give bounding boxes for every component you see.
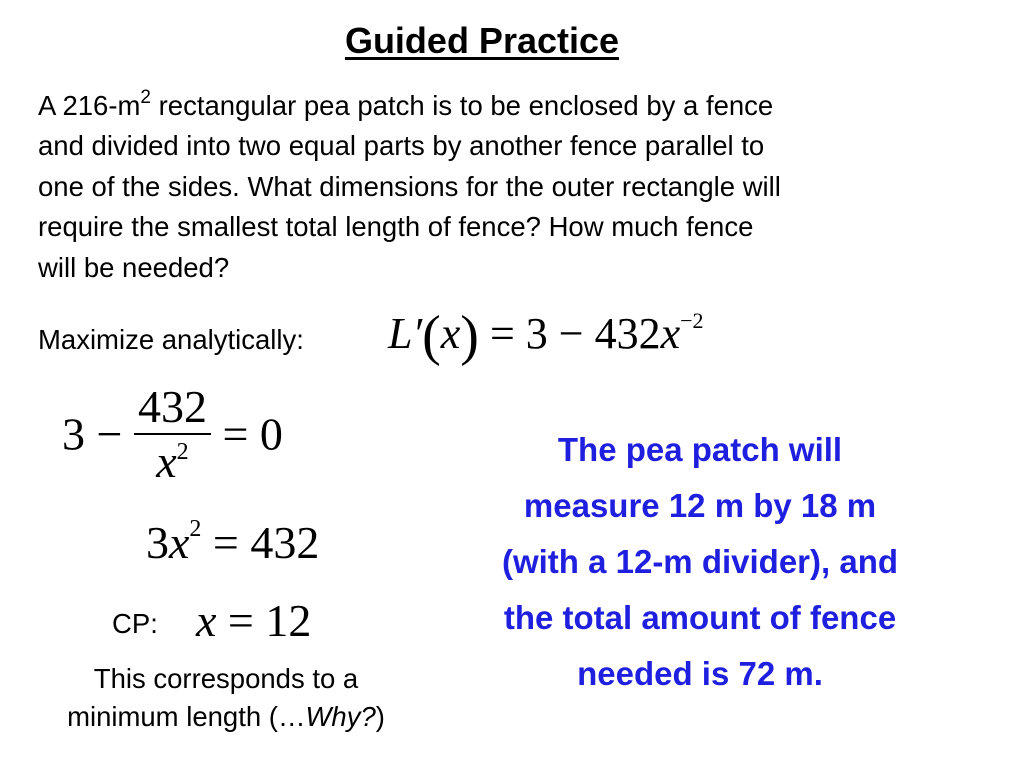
derivative-exp: −2 xyxy=(680,308,704,333)
derivative-rhs: = 3 − 432 xyxy=(489,309,661,358)
step2-equation xyxy=(146,516,319,569)
answer-text: The pea patch will measure 12 m by 18 m (with a 12-m divider), and the total amount of fence needed is 72 m. xyxy=(501,431,899,692)
function-var: x xyxy=(440,309,461,358)
step2-var: x xyxy=(169,517,190,568)
problem-first-line xyxy=(38,86,773,131)
step3-right: = 12 xyxy=(227,595,312,646)
step1-equation xyxy=(62,380,283,488)
function-name: L′ xyxy=(388,309,423,358)
area-value: 216-m xyxy=(62,90,141,121)
maximize-label: Maximize analytically: xyxy=(38,324,304,355)
step1-left: 3 − xyxy=(62,408,123,460)
step1-den-exp: 2 xyxy=(176,439,189,465)
cp-label: CP: xyxy=(112,608,158,639)
conclusion-text xyxy=(0,660,452,736)
derivative-equation: $L'(x) = 3 - 432x^{-2}$ xyxy=(388,305,704,367)
step3-equation xyxy=(196,594,311,647)
step2-exp: 2 xyxy=(189,516,202,542)
step2-coef: 3 xyxy=(146,517,169,568)
problem-prefix: A xyxy=(38,90,63,121)
step1-fraction xyxy=(134,380,211,488)
conclusion-line2-suffix: ) xyxy=(375,701,385,732)
step1-numerator: 432 xyxy=(137,381,207,432)
area-exponent: 2 xyxy=(140,87,151,108)
conclusion-line2-prefix: minimum length (… xyxy=(67,701,306,732)
step1-den-var: x xyxy=(156,436,177,487)
problem-text: and divided into two equal parts by another fence parallel to one of the sides. What dimensions for the outer rectangle will require the smallest total length of fence? How much fence will be needed? xyxy=(38,130,781,283)
step2-right: = 432 xyxy=(212,517,320,568)
slide-title: Guided Practice xyxy=(344,20,620,61)
derivative-rhs-var: x xyxy=(660,309,681,358)
why-text: Why? xyxy=(305,701,376,732)
step3-var: x xyxy=(196,595,217,646)
conclusion-line1: This corresponds to a xyxy=(93,663,359,694)
conclusion-line2 xyxy=(0,698,452,736)
problem-line1-suffix: rectangular pea patch is to be enclosed by a fence xyxy=(151,90,774,121)
step1-right: = 0 xyxy=(222,408,283,460)
